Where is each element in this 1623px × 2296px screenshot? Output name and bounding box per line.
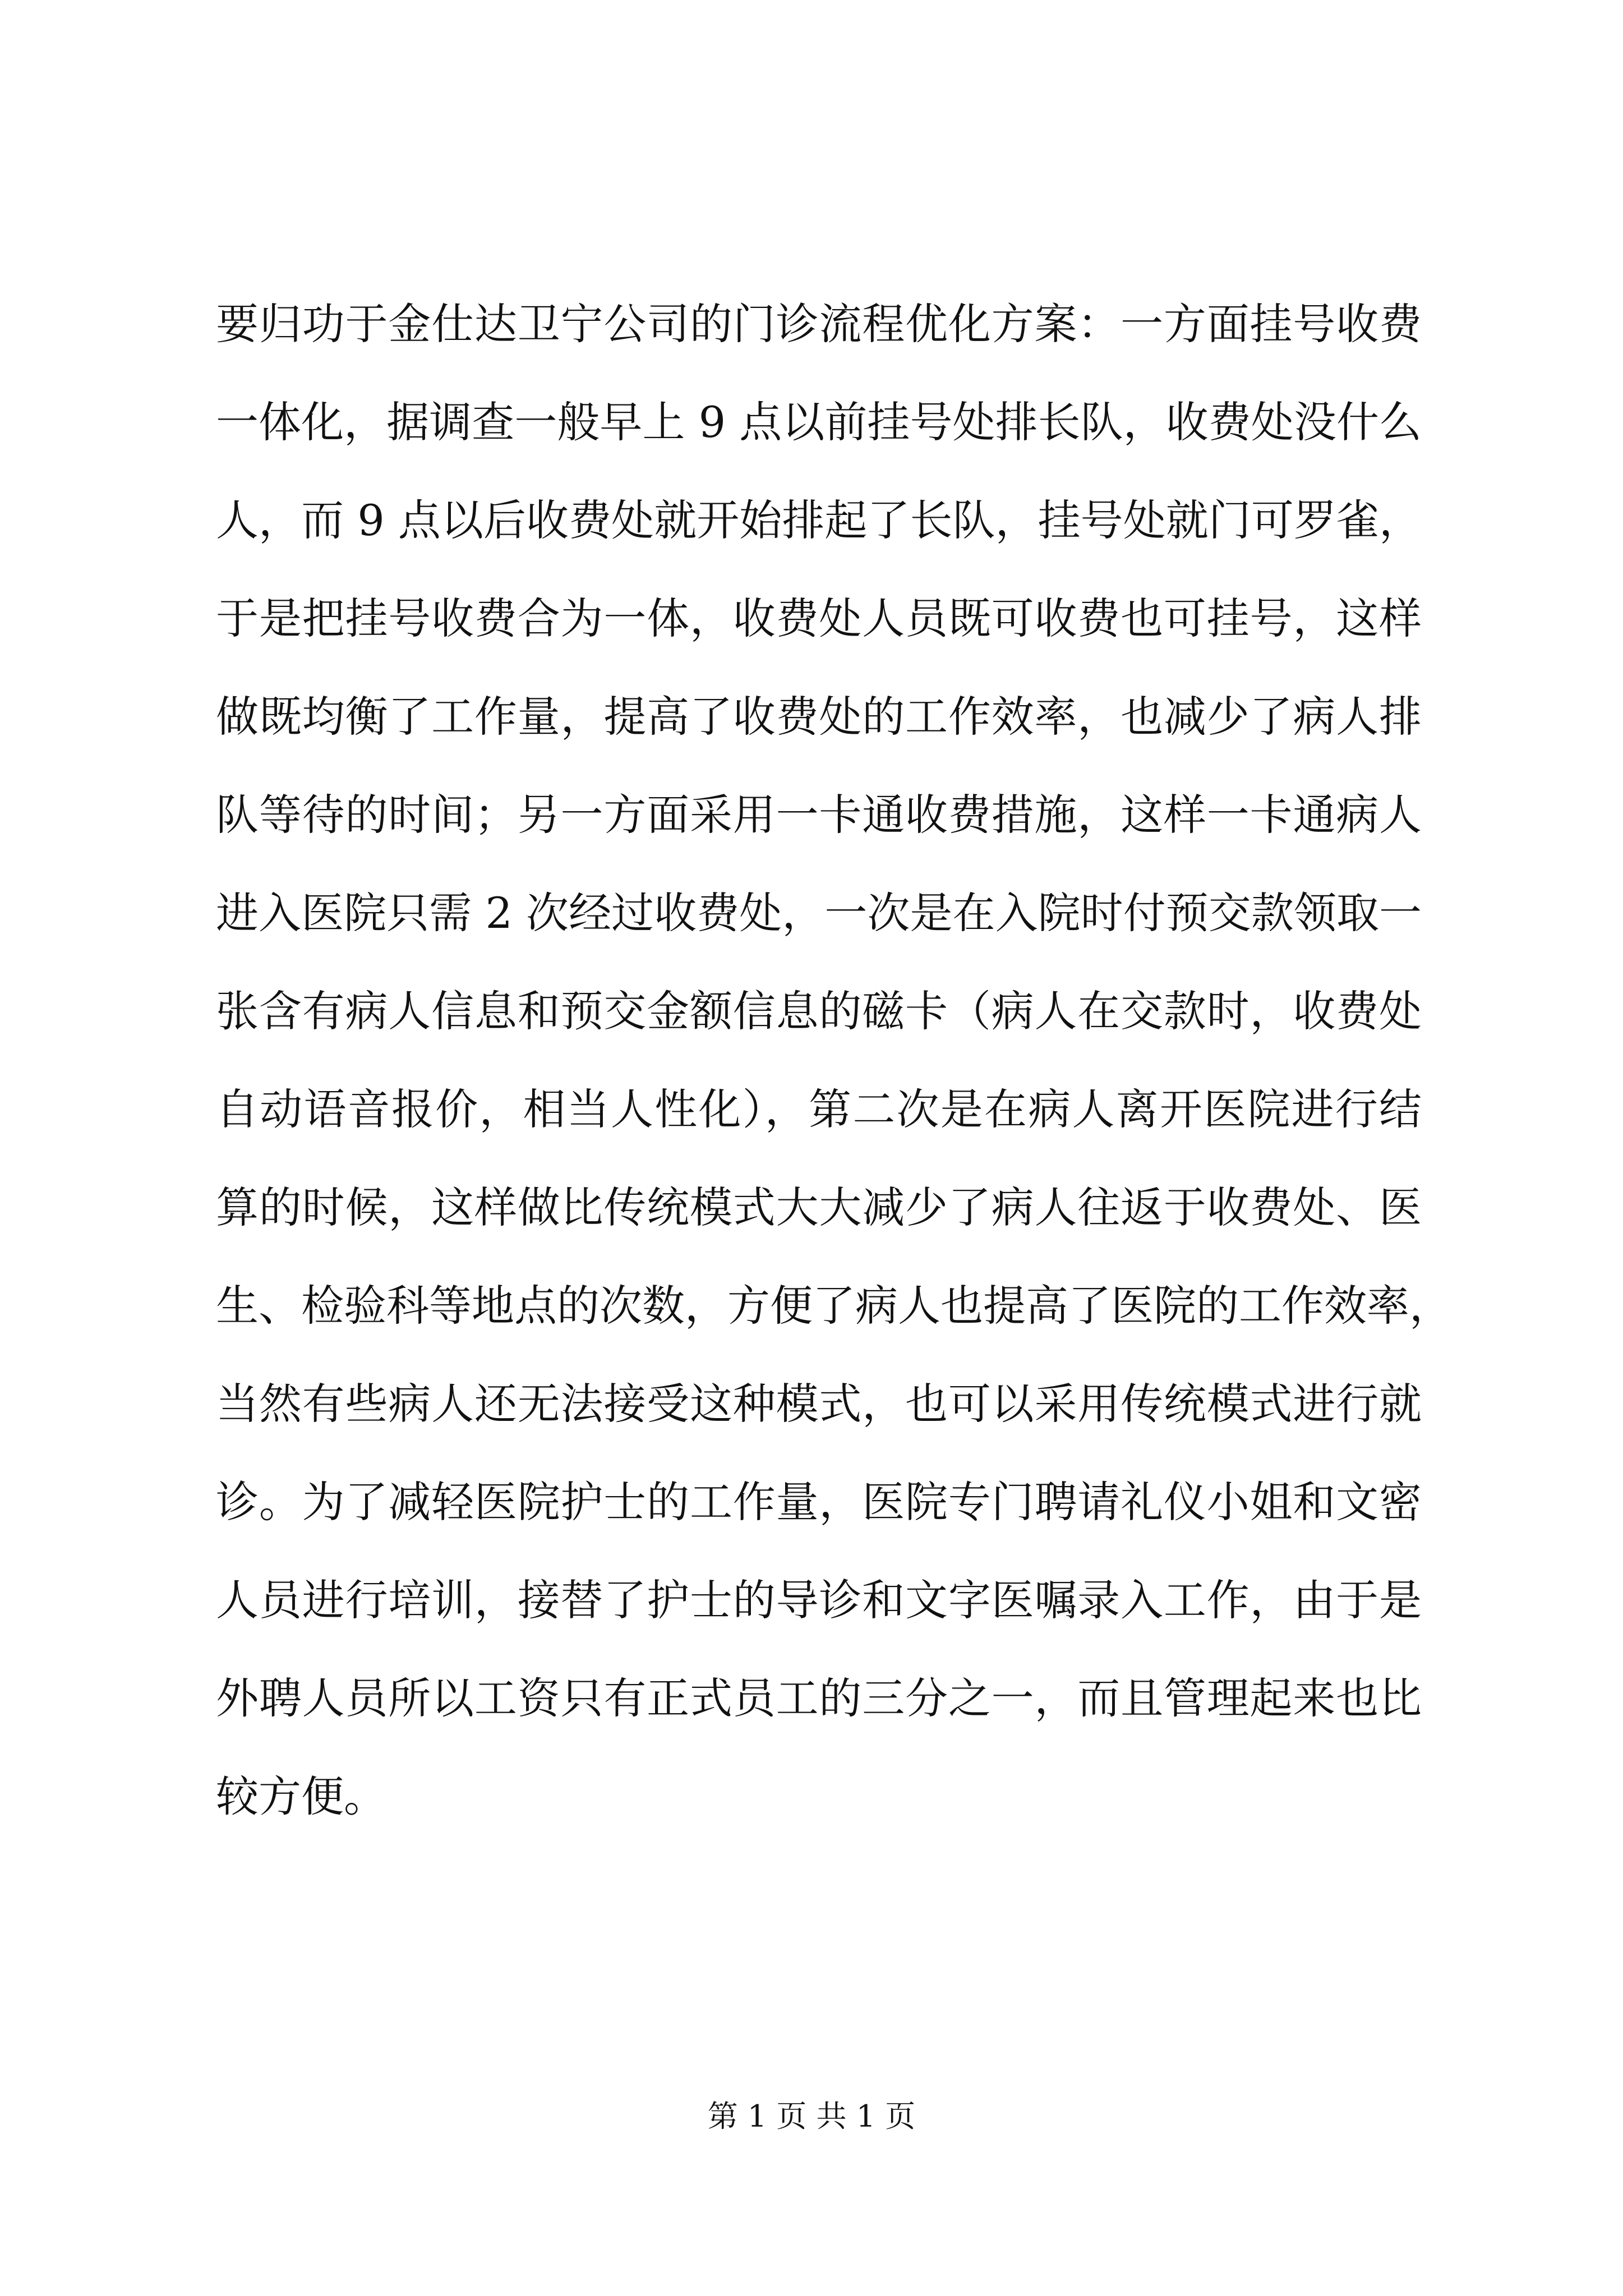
text-line: 做既均衡了工作量，提高了收费处的工作效率，也减少了病人排 (216, 692, 1422, 742)
text-line: 要归功于金仕达卫宁公司的门诊流程优化方案：一方面挂号收费 (216, 299, 1422, 349)
text-line: 张含有病人信息和预交金额信息的磁卡（病人在交款时，收费处 (216, 986, 1422, 1036)
text-line: 人员进行培训，接替了护士的导诊和文字医嘱录入工作，由于是 (216, 1575, 1422, 1625)
text-line: 算的时候，这样做比传统模式大大减少了病人往返于收费处、医 (216, 1182, 1422, 1232)
text-line: 一体化，据调查一般早上 9 点以前挂号处排长队，收费处没什么 (216, 397, 1422, 447)
text-line: 于是把挂号收费合为一体，收费处人员既可收费也可挂号，这样 (216, 593, 1422, 643)
text-line: 队等待的时间；另一方面采用一卡通收费措施，这样一卡通病人 (216, 790, 1422, 840)
text-line: 外聘人员所以工资只有正式员工的三分之一，而且管理起来也比 (216, 1673, 1422, 1723)
text-line: 人，而 9 点以后收费处就开始排起了长队，挂号处就门可罗雀， (216, 495, 1422, 545)
text-line: 当然有些病人还无法接受这种模式，也可以采用传统模式进行就 (216, 1379, 1422, 1429)
text-line: 诊。为了减轻医院护士的工作量，医院专门聘请礼仪小姐和文密 (216, 1477, 1422, 1527)
text-line: 生、检验科等地点的次数，方便了病人也提高了医院的工作效率， (216, 1281, 1452, 1331)
page-number-footer: 第 1 页 共 1 页 (707, 2099, 916, 2134)
body-text (216, 275, 1452, 1846)
text-line: 进入医院只需 2 次经过收费处，一次是在入院时付预交款领取一 (216, 888, 1422, 938)
text-line: 自动语音报价，相当人性化），第二次是在病人离开医院进行结 (216, 1084, 1422, 1134)
text-line: 较方便。 (216, 1772, 386, 1821)
